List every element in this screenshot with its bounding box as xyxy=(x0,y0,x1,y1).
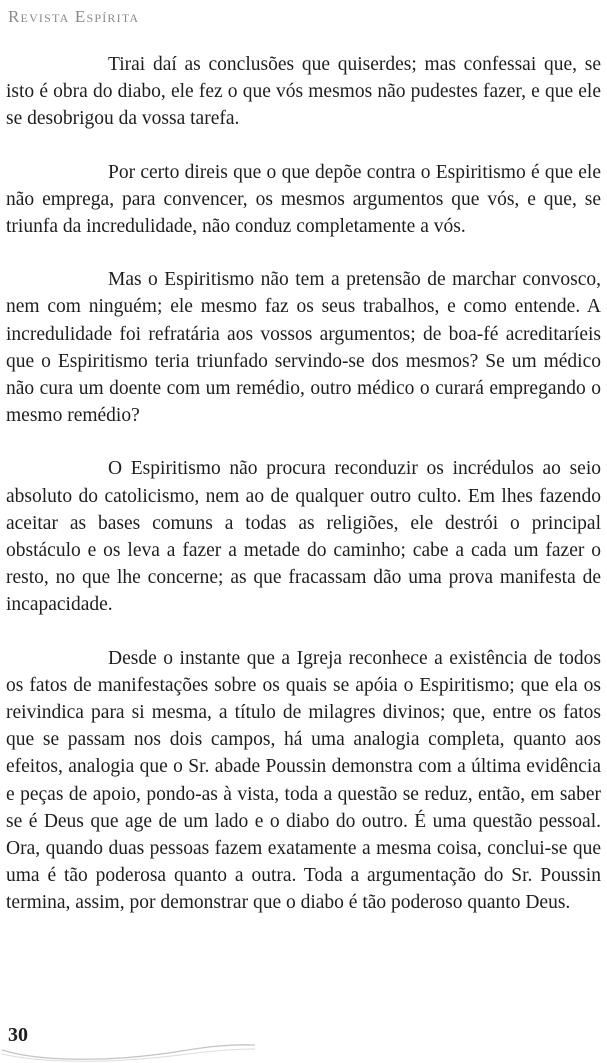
paragraph: Tirai daí as conclusões que quiserdes; mas confessai que, se isto é obra do diabo, ele fez o que vós mesmos não pudestes fazer, e que ele se desobrigou da vossa tarefa. xyxy=(6,54,601,130)
paragraph: Desde o instante que a Igreja reconhece a existência de todos os fatos de manifestações sobre os quais se apóia o Espiritismo; que ela os reivindica para si mesma, a título de milagres divinos; que, entre os fatos que se passam nos dois campos, há uma analogia completa, quanto aos efeitos, analogia que o Sr. abade Poussin demonstra com a última evidência e peças de apoio, pondo-as à vista, toda a questão se reduz, então, em saber se é Deus que age de um lado e o diabo do outro. É uma questão pessoal. Ora, quando duas pessoas fazem exatamente a mesma coisa, conclui-se que uma é tão poderosa quanto a outra. Toda a argumentação do Sr. Poussin termina, assim, por demonstrar que o diabo é tão poderoso quanto Deus. xyxy=(6,647,601,914)
paragraph: O Espiritismo não procura reconduzir os incrédulos ao seio absoluto do catolicismo, nem ao de qualquer outro culto. Em lhes fazendo aceitar as bases comuns a todas as religiões, ele destrói o principal obstáculo e os leva a fazer a metade do caminho; cabe a cada um fazer o resto, no que lhe concerne; as que fracassam dão uma prova manifesta de incapacidade. xyxy=(6,458,601,616)
paragraph: Mas o Espiritismo não tem a pretensão de marchar convosco, nem com ninguém; ele mesmo faz os seus trabalhos, e como entende. A incredulidade foi refratária aos vossos argumentos; de boa-fé acreditaríeis que o Espiritismo teria triunfado servindo-se dos mesmos? Se um médico não cura um doente com um remédio, outro médico o curará empregando o mesmo remédio? xyxy=(6,269,601,427)
body-text xyxy=(6,51,601,943)
page-swoosh-decoration xyxy=(0,1018,260,1063)
paragraph: Por certo direis que o que depõe contra o Espiritismo é que ele não emprega, para convencer, os mesmos argumentos que vós, e que, se triunfa da incredulidade, não conduz completamente a vós. xyxy=(6,161,601,238)
page-number: 30 xyxy=(8,1024,28,1046)
running-header: Revista Espírita xyxy=(8,7,140,26)
